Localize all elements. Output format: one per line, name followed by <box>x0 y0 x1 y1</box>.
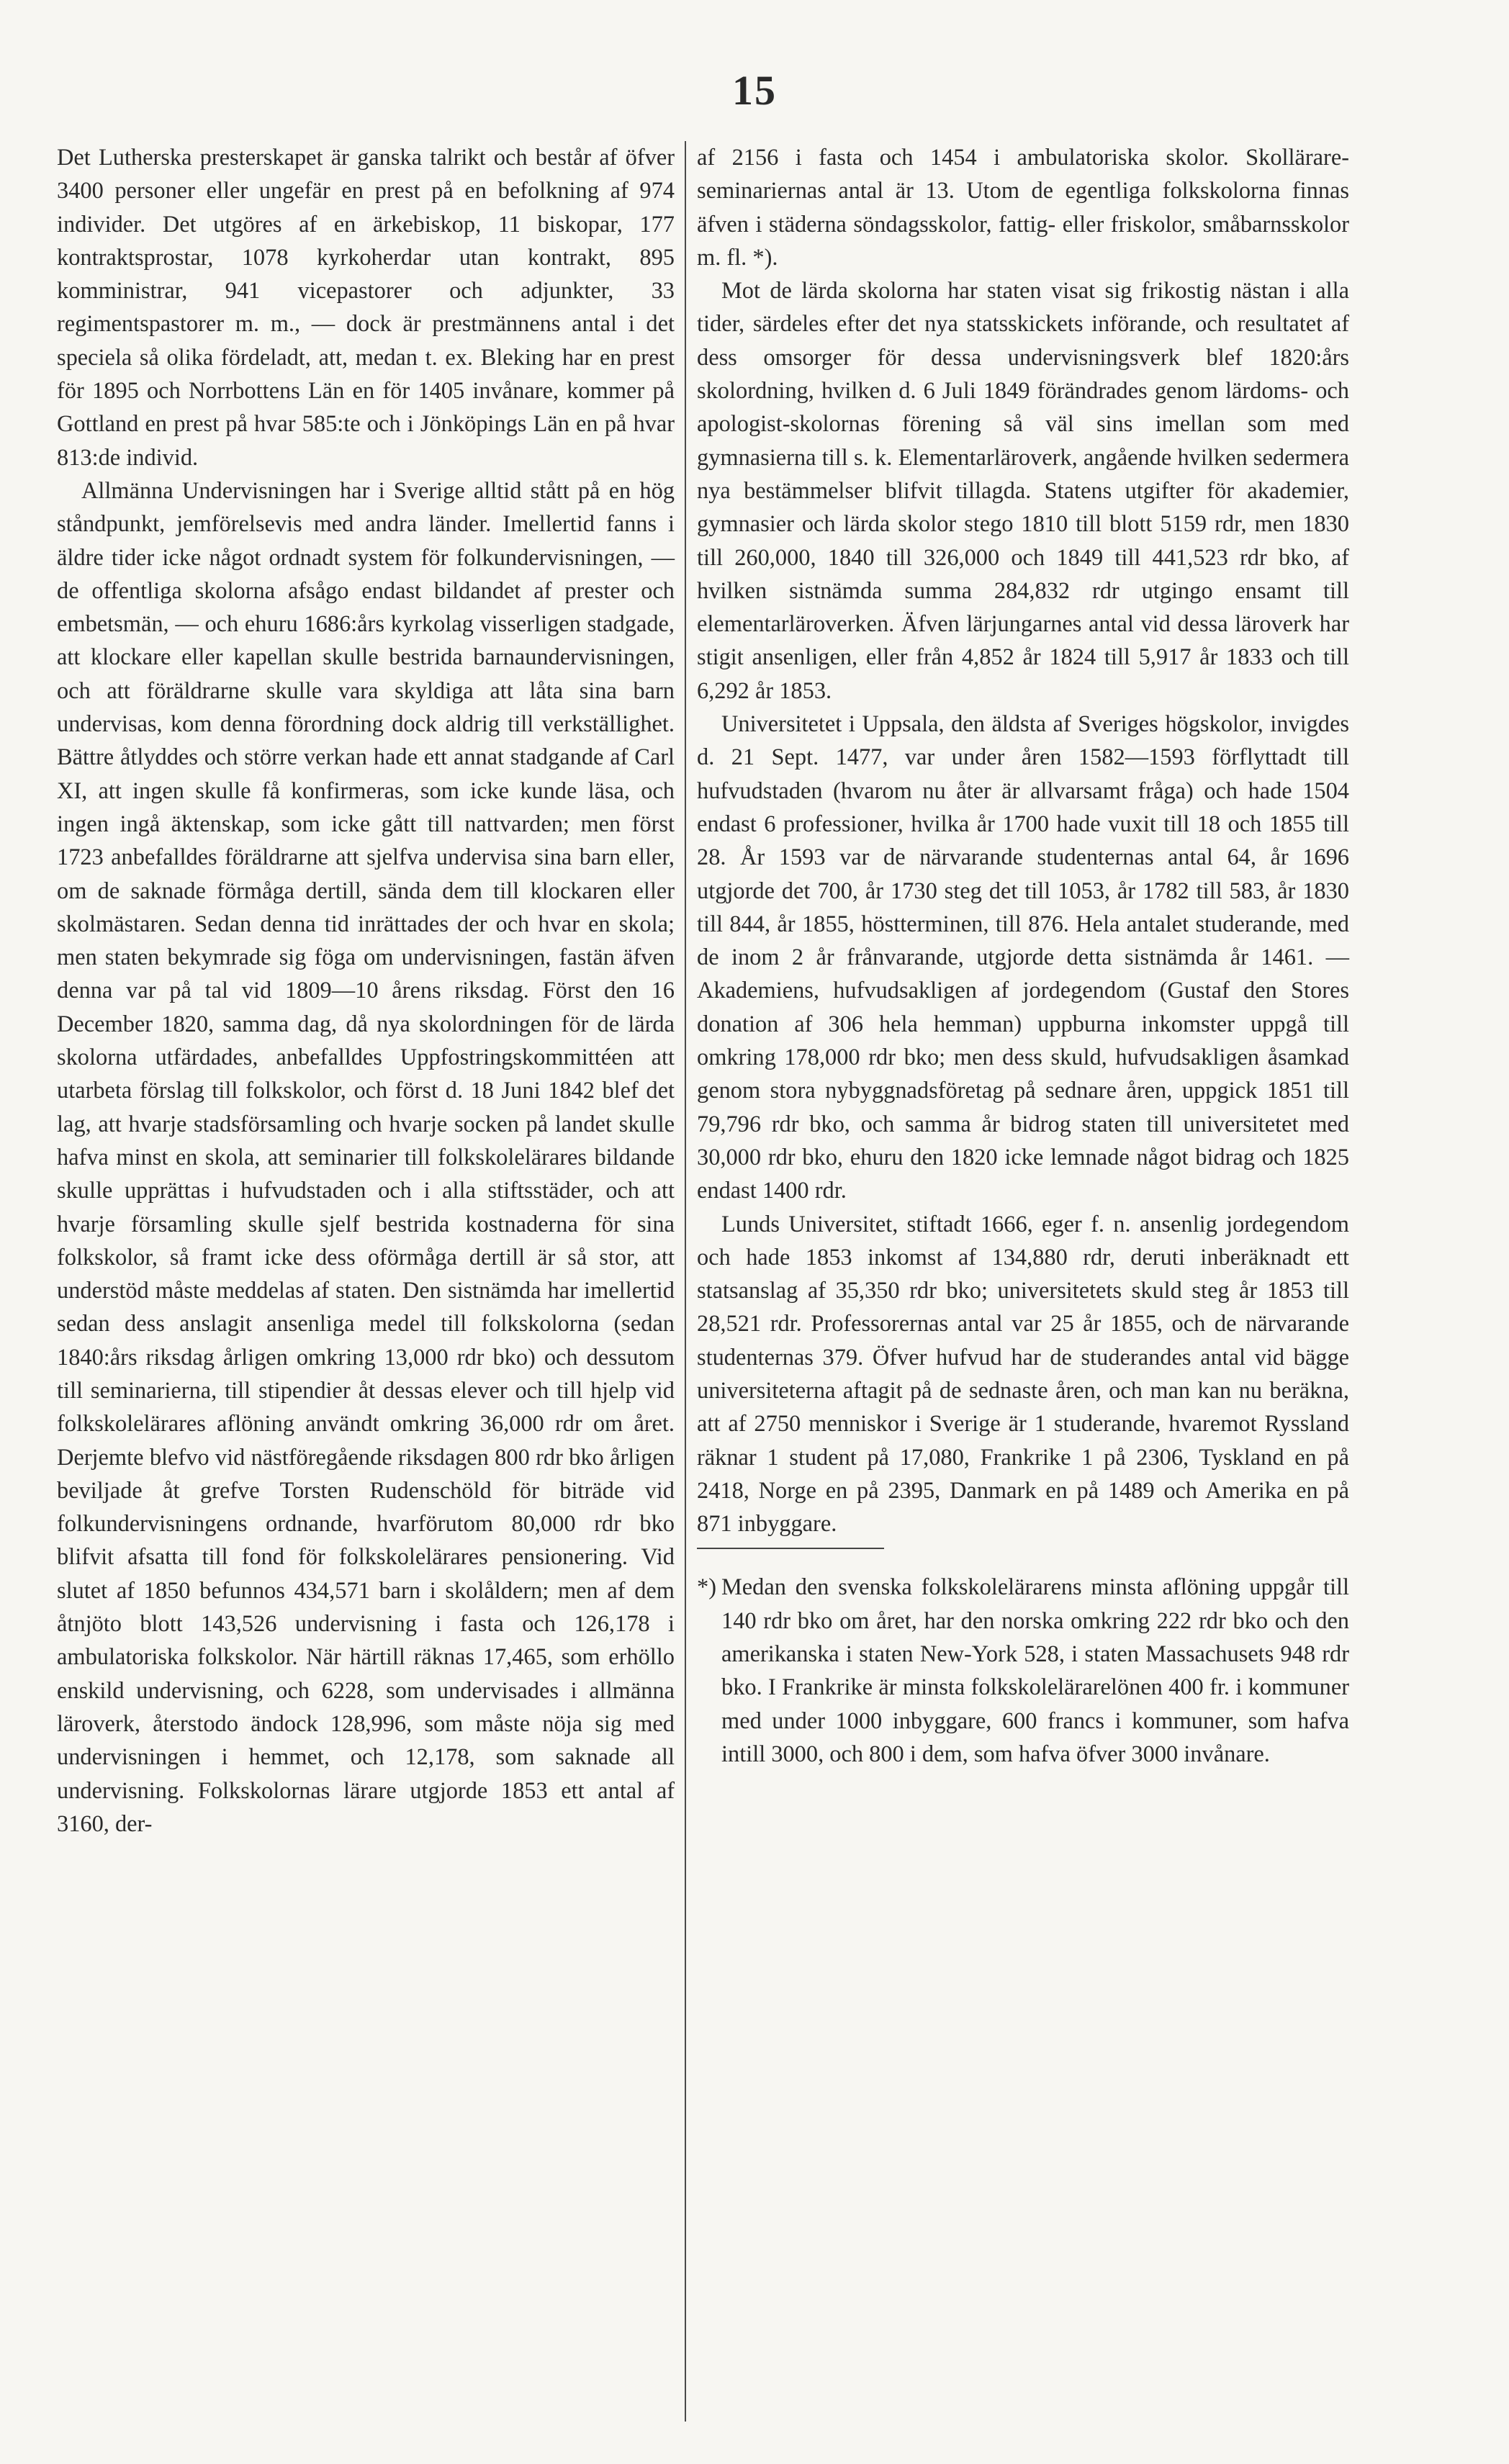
paragraph-general-education: Allmänna Undervisningen har i Sverige alltid stått på en hög ståndpunkt, jemförelsevis med andra länder. Imellertid fanns i äldre tider icke något ordnadt system för folkundervisningen, — de offentliga skolorna afsågo endast bildandet af prester och embetsmän, — och ehuru 1686:års kyrkolag visserligen stadgade, att klockare eller kapellan skulle bestrida barnaundervisningen, och att föräldrarne skulle vara skyldiga att låta sina barn undervisas, kom denna förordning dock aldrig till verkställighet. Bättre åtlyddes och större verkan hade ett annat stadgande af Carl XI, att ingen skulle få konfirmeras, som icke kunde läsa, och ingen ingå äktenskap, som icke gått till nattvarden; men först 1723 anbefalldes föräldrarne att sjelfva undervisa sina barn eller, om de saknade förmåga dertill, sända dem till klockaren eller skolmästaren. Sedan denna tid inrättades der och hvar en skola; men staten bekymrade sig föga om undervisningen, fastän äfven denna var på tal vid 1809—10 årens riksdag. Först den 16 December 1820, samma dag, då nya skolordningen för de lärda skolorna utfärdades, anbefalldes Uppfostringskommittéen att utarbeta förslag till folkskolor, och först d. 18 Juni 1842 blef det lag, att hvarje stadsförsamling och hvarje socken på landet skulle hafva minst en skola, att seminarier till folkskolelärares bildande skulle upprättas i hufvudstaden och i alla stiftsstäder, och att hvarje församling skulle sjelf bestrida kostnaderna för sina folkskolor, så framt icke dess oförmåga dertill är så stor, att understöd måste meddelas af staten. Den sistnämda har imellertid sedan dess anslagit ansenliga medel till folkskolorna (sedan 1840:års riksdag årligen omkring 13,000 rdr bko) och dessutom till seminarierna, till stipendier åt dessas elever och till hjelp vid folkskolelärares aflöning användt omkring 36,000 rdr om året. Derjemte blefvo vid nästföregående riksdagen 800 rdr bko årligen beviljade åt grefve Torsten Rudenschöld för biträde vid folkundervisningens ordnande, hvarförutom 80,000 rdr bko blifvit afsatta till fond för folkskolelärares pensionering. Vid slutet af 1850 befunnos 434,571 barn i skolåldern; men af dem åtnjöto blott 143,526 undervisning i fasta och 126,178 i ambulatoriska folkskolor. När härtill räknas 17,465, som erhöllo enskild undervisning, och 6228, som undervisades i allmänna läroverk, återstodo ändock 128,996, som måste nöja sig med undervisningen i hemmet, och 12,178, som saknade all undervisning. Folkskolornas lärare utgjorde 1853 ett antal af 3160, der- <box>57 477 675 1837</box>
column-divider <box>685 141 686 2422</box>
left-column <box>57 141 675 1841</box>
page-number: 15 <box>732 67 777 114</box>
footnote-mark: *) <box>697 1574 716 1601</box>
paragraph-clergy: Det Lutherska presterskapet är ganska talrikt och består af öfver 3400 personer eller ungefär en prest på en befolkning af 974 individer. Det utgöres af en ärkebiskop, 11 biskopar, 177 kontraktsprostar, 1078 kyrkoherdar utan kontrakt, 895 komministrar, 941 vicepastorer och adjunkter, 33 regimentspastorer m. m., — dock är prestmännens antal i det speciela så olika fördeladt, att, medan t. ex. Bleking har en prest för 1895 och Norrbottens Län en för 1405 invånare, kommer på Gottland en prest på hvar 585:te och i Jönköpings Län en på hvar 813:de individ. <box>57 145 675 471</box>
footnote <box>697 1571 1349 1771</box>
paragraph-learned-schools: Mot de lärda skolorna har staten visat sig frikostig nästan i alla tider, särdeles efter det nya statsskickets införande, och resultatet af dess omsorger för dessa undervisningsverk blef 1820:års skolordning, hvilken d. 6 Juli 1849 förändrades genom lärdoms- och apologist-skolornas förening så väl sins imellan som med gymnasierna till s. k. Elementarläroverk, angående hvilken sedermera nya bestämmelser blifvit tillagda. Statens utgifter för akademier, gymnasier och lärda skolor stego 1810 till blott 5159 rdr, men 1830 till 260,000, 1840 till 326,000 och 1849 till 441,523 rdr bko, af hvilken sistnämda summa 284,832 rdr utgingo ensamt till elementarläroverken. Äfven lärjungarnes antal vid dessa läroverk har stigit ansenligen, eller från 4,852 år 1824 till 5,917 år 1833 och till 6,292 år 1853. <box>697 278 1349 704</box>
paragraph-lund-university: Lunds Universitet, stiftadt 1666, eger f. n. ansenlig jordegendom och hade 1853 inkomst af 134,880 rdr, deruti inberäknadt ett statsanslag af 35,350 rdr bko; universitetets skuld steg år 1853 till 28,521 rdr. Professorernas antal var 25 år 1855, och de närvarande studenternas 379. Öfver hufvud har de studerandes antal vid bägge universiteterna aftagit på de sednaste åren, och man kan nu beräkna, att af 2750 menniskor i Sverige är 1 studerande, hvaremot Ryssland räknar 1 student på 17,080, Frankrike 1 på 2306, Tyskland en på 2418, Norge en på 2395, Danmark en på 1489 och Amerika en på 871 inbyggare. <box>697 1211 1349 1538</box>
right-column <box>697 141 1349 1771</box>
paragraph-uppsala-university: Universitetet i Uppsala, den äldsta af Sveriges högskolor, invigdes d. 21 Sept. 1477, var under åren 1582—1593 förflyttadt till hufvudstaden (hvarom nu åter är allvarsamt fråga) och hade 1504 endast 6 professioner, hvilka år 1700 hade vuxit till 18 och 1855 till 28. År 1593 var de närvarande studenternas antal 64, år 1696 utgjorde det 700, år 1730 steg det till 1053, år 1782 till 583, år 1830 till 844, år 1855, höstterminen, till 876. Hela antalet studerande, med de inom 2 år frånvarande, utgjorde detta sistnämda år 1461. — Akademiens, hufvudsakligen af jordegendom (Gustaf den Stores donation af 306 hela hemman) uppburna inkomster uppgå till omkring 178,000 rdr bko; men dess skuld, hufvudsakligen åsamkad genom stora nybyggnadsföretag på sednare åren, uppgick 1851 till 79,796 rdr bko, och samma år bidrog staten till universitetet med 30,000 rdr bko, ehuru den 1820 icke lemnade något bidrag och 1825 endast 1400 rdr. <box>697 711 1349 1204</box>
footnote-text: Medan den svenska folkskolelärarens minsta aflöning uppgår till 140 rdr bko om året, har den norska omkring 222 rdr bko och den amerikanska i staten New-York 528, i staten Massachusets 948 rdr bko. I Frankrike är minsta folkskolelärarelönen 400 fr. i kommuner med under 1000 inbyggare, 600 francs i kommuner, som hafva intill 3000, och 800 i dem, som hafva öfver 3000 invånare. <box>721 1574 1349 1767</box>
paragraph-continuation: af 2156 i fasta och 1454 i ambulatoriska skolor. Skollärare-seminariernas antal är 13. Utom de egentliga folkskolorna finnas äfven i städerna söndagsskolor, fattig- eller friskolor, småbarnsskolor m. fl. *). <box>697 145 1349 271</box>
footnote-rule <box>697 1548 884 1549</box>
